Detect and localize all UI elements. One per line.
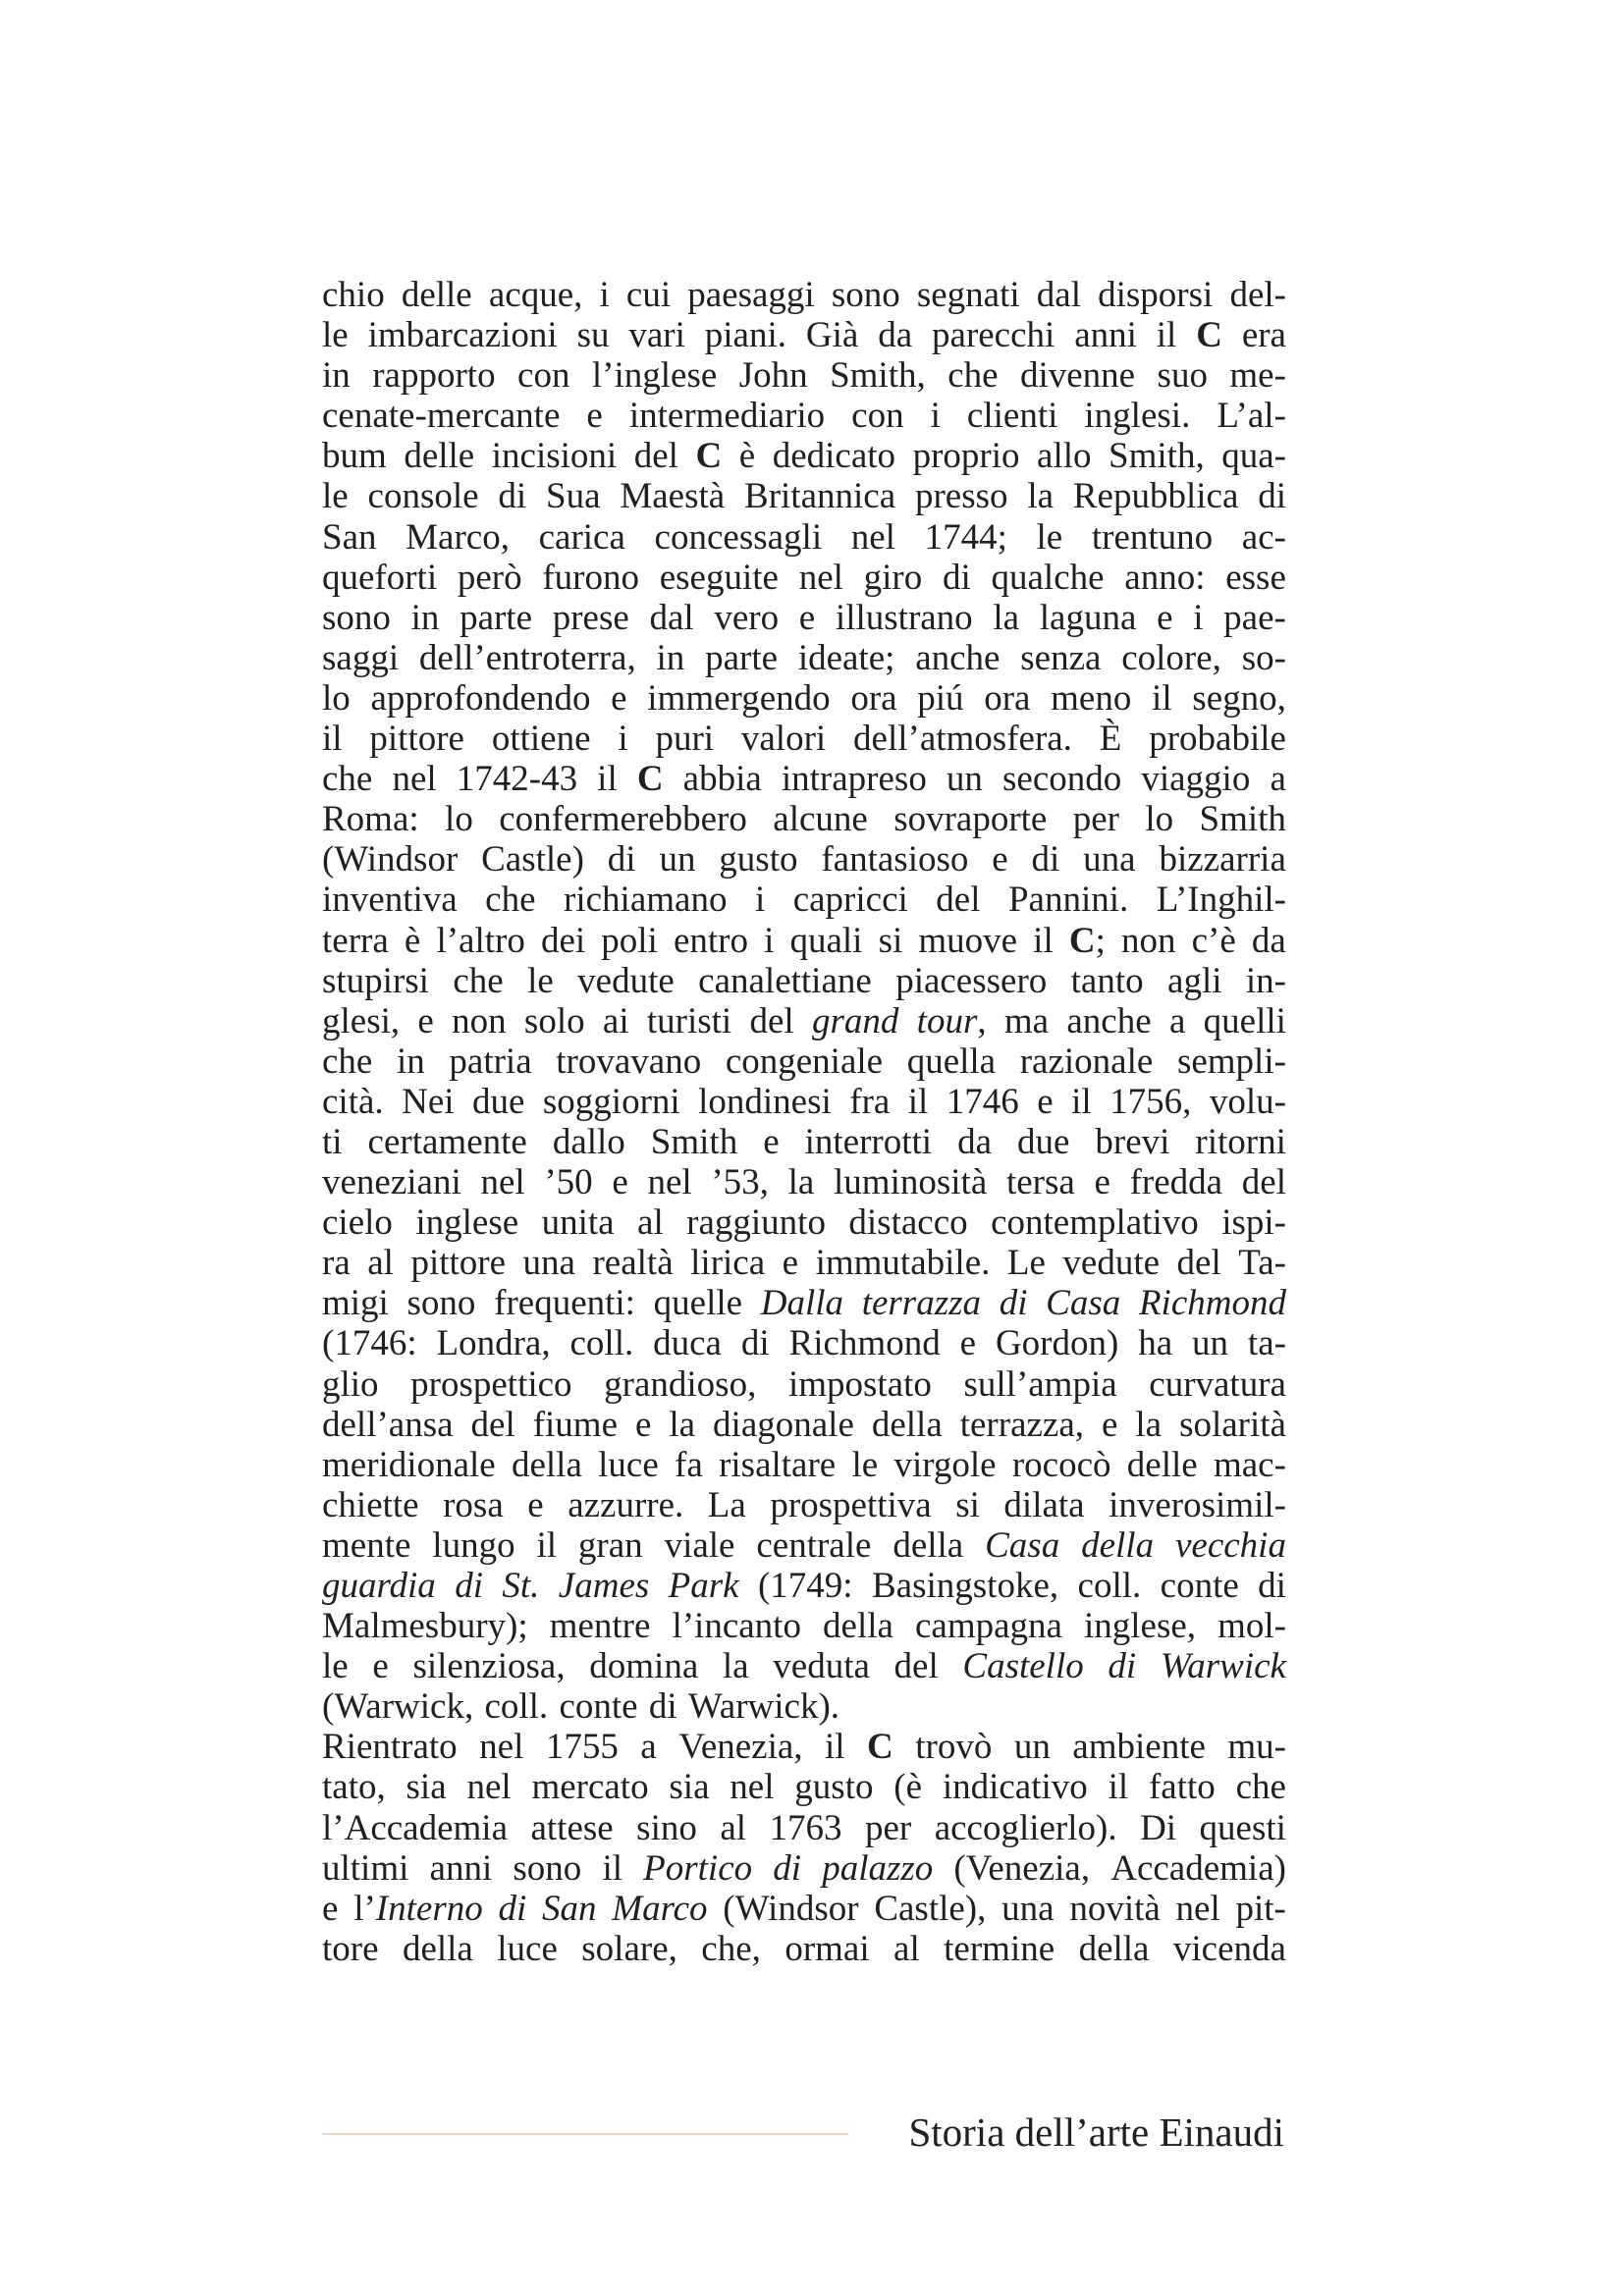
text-line: in rapporto con l’inglese John Smith, che divenne suo me- [322,355,1286,397]
text-line: le console di Sua Maestà Britannica presso la Repubblica di [322,476,1286,517]
text-line: Roma: lo confermerebbero alcune sovraporte per lo Smith [322,799,1286,840]
text-line: che in patria trovavano congeniale quella razionale sempli- [322,1041,1286,1082]
text-line: chiette rosa e azzurre. La prospettiva si dilata inverosimil- [322,1484,1286,1525]
text-line: che nel 1742-43 il C abbia intrapreso un secondo viaggio a [322,759,1286,800]
footer-title: Storia dell’arte Einaudi [908,2109,1284,2155]
text-line: lo approfondendo e immergendo ora piú ora meno il segno, [322,677,1286,719]
footer-rule [322,2133,848,2135]
text-line: (1746: Londra, coll. duca di Richmond e Gordon) ha un ta- [322,1323,1286,1364]
text-line: chio delle acque, i cui paesaggi sono segnati dal disporsi del- [322,275,1286,315]
text-line: San Marco, carica concessagli nel 1744; le trentuno ac- [322,516,1286,558]
text-line: le e silenziosa, domina la veduta del Castello di Warwick [322,1646,1286,1687]
text-line: inventiva che richiamano i capricci del Pannini. L’Inghil- [322,880,1286,921]
text-line: l’Accademia attese sino al 1763 per accoglierlo). Di questi [322,1807,1286,1848]
text-line: veneziani nel ’50 e nel ’53, la luminosità tersa e fredda del [322,1162,1286,1203]
body-text [322,275,1286,1969]
text-line: saggi dell’entroterra, in parte ideate; anche senza colore, so- [322,637,1286,678]
text-line: meridionale della luce fa risaltare le virgole rococò delle mac- [322,1444,1286,1485]
text-line: bum delle incisioni del C è dedicato proprio allo Smith, qua- [322,436,1286,477]
text-line: (Warwick, coll. conte di Warwick). [322,1686,840,1728]
text-line: tato, sia nel mercato sia nel gusto (è indicativo il fatto che [322,1767,1286,1808]
text-line: cità. Nei due soggiorni londinesi fra il 1746 e il 1756, volu- [322,1081,1286,1122]
text-line: il pittore ottiene i puri valori dell’atmosfera. È probabile [322,719,1286,760]
text-line: stupirsi che le vedute canalettiane piacessero tanto agli in- [322,960,1286,1001]
text-line: sono in parte prese dal vero e illustrano la laguna e i pae- [322,597,1286,638]
text-line: guardia di St. James Park (1749: Basingstoke, coll. conte di [322,1566,1286,1606]
text-line: (Windsor Castle) di un gusto fantasioso e di una bizzarria [322,839,1286,881]
text-line: ra al pittore una realtà lirica e immutabile. Le vedute del Ta- [322,1243,1286,1284]
text-line: queforti però furono eseguite nel giro di qualche anno: esse [322,557,1286,598]
text-line: Rientrato nel 1755 a Venezia, il C trovò un ambiente mu- [322,1727,1286,1768]
text-line: dell’ansa del fiume e la diagonale della terrazza, e la solarità [322,1404,1286,1445]
text-line: ultimi anni sono il Portico di palazzo (Venezia, Accademia) [322,1847,1286,1889]
text-line: migi sono frequenti: quelle Dalla terrazza di Casa Richmond [322,1283,1286,1324]
text-line: Malmesbury); mentre l’incanto della campagna inglese, mol- [322,1606,1286,1647]
text-line: mente lungo il gran viale centrale della Casa della vecchia [322,1524,1286,1566]
text-line: le imbarcazioni su vari piani. Già da parecchi anni il C era [322,315,1286,356]
text-line: cielo inglese unita al raggiunto distacco contemplativo ispi- [322,1202,1286,1244]
text-line: ti certamente dallo Smith e interrotti da due brevi ritorni [322,1121,1286,1162]
text-line: glesi, e non solo ai turisti del grand tour, ma anche a quelli [322,1000,1286,1041]
text-line: e l’Interno di San Marco (Windsor Castle), una novità nel pit- [322,1888,1286,1929]
text-line: terra è l’altro dei poli entro i quali si muove il C; non c’è da [322,920,1286,961]
text-line: glio prospettico grandioso, impostato sull’ampia curvatura [322,1363,1286,1405]
text-line: tore della luce solare, che, ormai al termine della vicenda [322,1928,1286,1969]
text-line: cenate-mercante e intermediario con i clienti inglesi. L’al- [322,396,1286,437]
